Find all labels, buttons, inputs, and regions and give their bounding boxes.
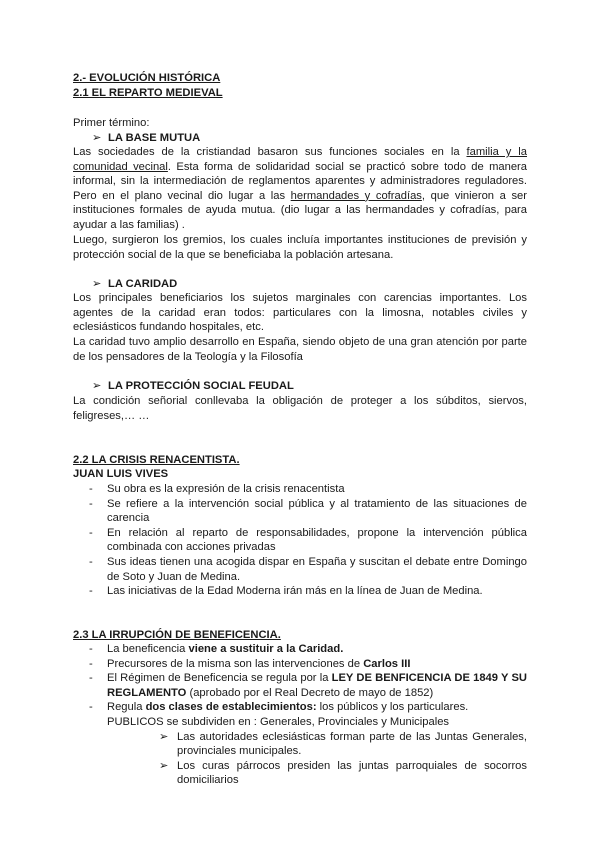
- paragraph-caridad: Los principales beneficiarios los sujetos marginales con carencias importantes. Los agentes de la caridad eran todos: particulares con la limosna, notables civiles y eclesiásticos fundando hospitales, etc.: [73, 292, 527, 334]
- paragraph-gremios: Luego, surgieron los gremios, los cuales incluía importantes instituciones de previsión y protección social de la que se beneficiaba la población artesana.: [73, 234, 527, 261]
- subsection-title: 2.1 EL REPARTO MEDIEVAL: [73, 87, 223, 99]
- beneficencia-list: [73, 642, 527, 788]
- section-title-renacentista: 2.2 LA CRISIS RENACENTISTA.: [73, 454, 240, 466]
- heading-caridad: ➢ LA CARIDAD: [92, 278, 178, 290]
- intro-label: Primer término:: [73, 117, 150, 129]
- sublist-item: ➢ Las autoridades eclesiásticas forman parte de las Juntas Generales, provinciales municipales.: [159, 730, 527, 758]
- arrow-bullet-icon: ➢: [92, 278, 102, 290]
- list-item: - Sus ideas tienen una acogida dispar en España y suscitan el debate entre Domingo de Soto y Juan de Medina.: [89, 555, 527, 583]
- list-item: - El Régimen de Beneficencia se regula por la LEY DE BENFICENCIA DE 1849 Y SU REGLAMENTO (aprobado por el Real Decreto de mayo de 1852): [89, 672, 527, 699]
- arrow-bullet-icon: ➢: [92, 132, 102, 144]
- heading-base-mutua: ➢ LA BASE MUTUA: [92, 132, 201, 144]
- publicos-sublist: [107, 730, 527, 788]
- list-item: - La beneficencia viene a sustituir a la Caridad.: [89, 643, 344, 655]
- arrow-bullet-icon: ➢: [159, 759, 169, 772]
- arrow-bullet-icon: ➢: [92, 380, 102, 392]
- sublist-item: ➢ Los curas párrocos presiden las juntas parroquiales de socorros domiciliarios: [159, 759, 527, 787]
- paragraph-caridad-espana: La caridad tuvo amplio desarrollo en España, siendo objeto de una gran atención por parte de los pensadores de la Teología y la Filosofía: [73, 336, 527, 363]
- list-item: - Las iniciativas de la Edad Moderna irán más en la línea de Juan de Medina.: [89, 585, 483, 598]
- paragraph-feudal: La condición señorial conllevaba la obligación de proteger a los súbditos, siervos, feligreses,… …: [73, 395, 527, 422]
- list-item: - En relación al reparto de responsabilidades, propone la intervención pública combinada con acciones privadas: [89, 526, 527, 554]
- list-item: - Su obra es la expresión de la crisis renacentista: [89, 483, 345, 495]
- list-item: - Precursores de la misma son las intervenciones de Carlos III: [89, 657, 411, 670]
- section-title-beneficencia: 2.3 LA IRRUPCIÓN DE BENEFICENCIA.: [73, 629, 281, 641]
- author-name: JUAN LUIS VIVES: [73, 468, 169, 480]
- heading-proteccion-feudal: ➢ LA PROTECCIÓN SOCIAL FEUDAL: [92, 380, 294, 392]
- section-title: 2.- EVOLUCIÓN HISTÓRICA: [73, 72, 221, 84]
- paragraph-base-mutua: Las sociedades de la cristiandad basaron sus funciones sociales en la familia y la comunidad vecinal. Esta forma de solidaridad social se practicó sobre todo de manera informal, sin la intermediación de reglamentos aparentes y administradores reguladores. Pero en el plano vecinal dio lugar a las hermandades y cofradías, que vinieron a ser instituciones formales de ayuda mutua. (dio lugar a las hermandades y cofradías, para ayudar a las familias) .: [73, 146, 528, 231]
- arrow-bullet-icon: ➢: [159, 730, 169, 743]
- list-item: - Regula dos clases de establecimientos: los públicos y los particulares. PUBLICOS se subdividen en : Generales, Provinciales y Municipales ➢ Las autoridades eclesiásticas forman parte de las Juntas Generales, provinciales municipales. ➢ Los curas párrocos presiden las juntas parroquiales de socorros domiciliarios: [89, 701, 527, 787]
- vives-list: [73, 482, 527, 599]
- list-item: - Se refiere a la intervención social pública y al tratamiento de las situaciones de carencia: [89, 497, 527, 525]
